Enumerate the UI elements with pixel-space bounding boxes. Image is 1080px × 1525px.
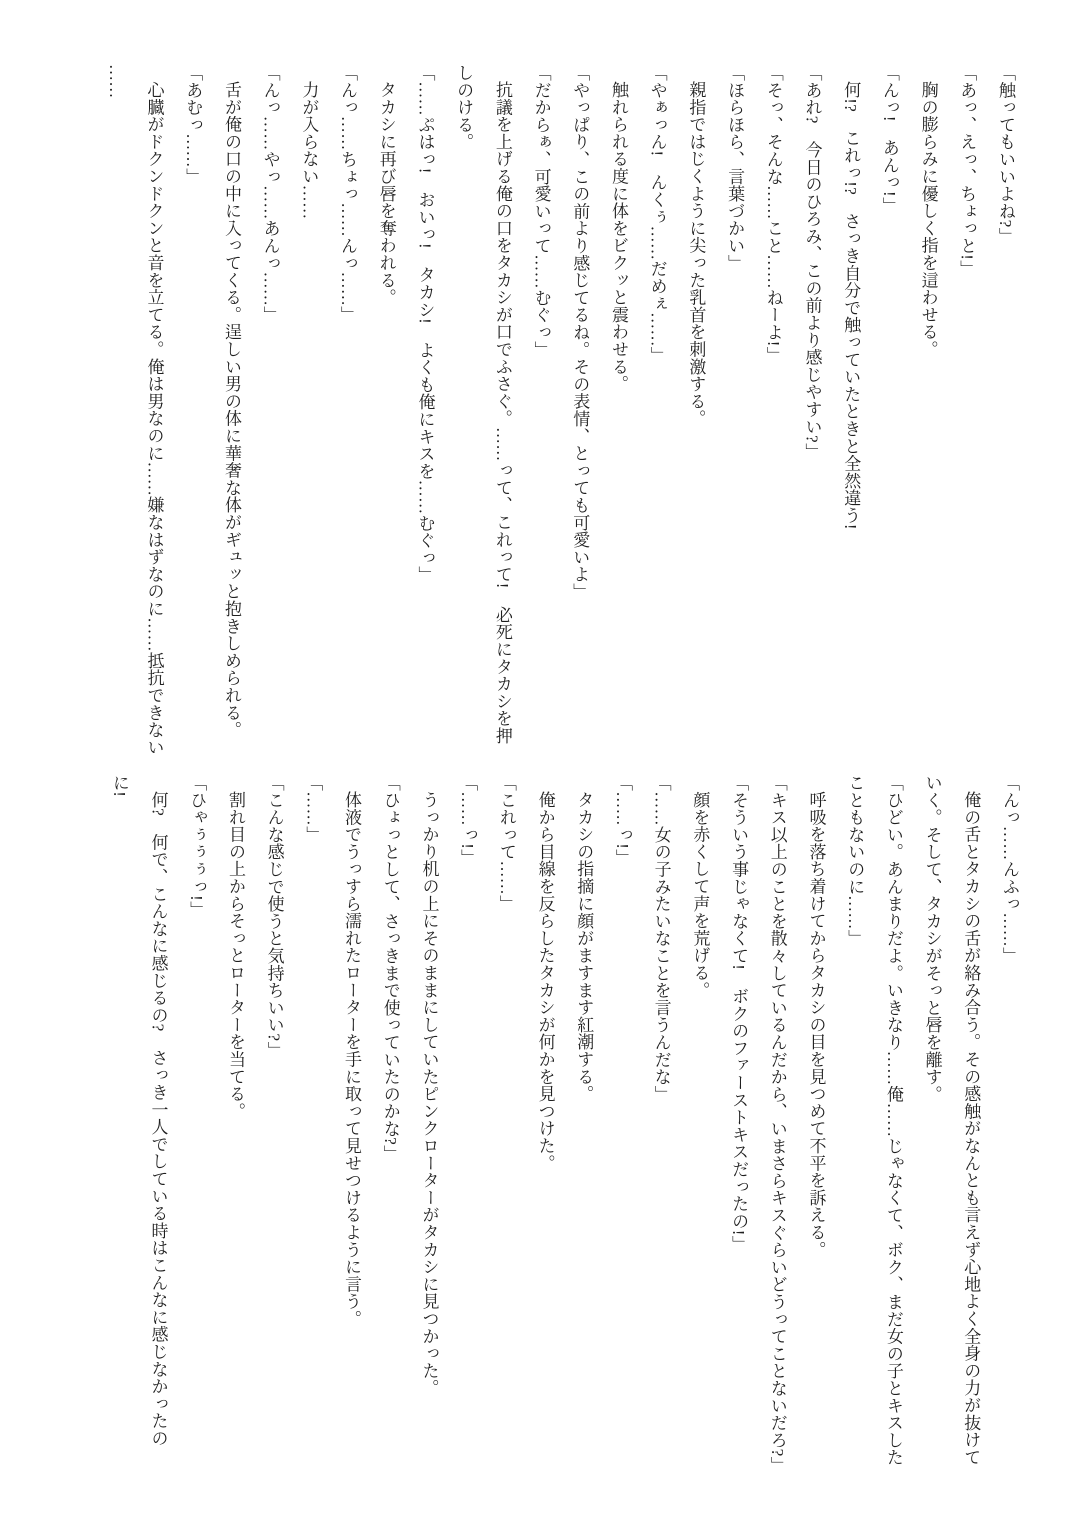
text-line: 「んっ……んふっ……」	[1000, 774, 1019, 965]
text-block-top	[95, 64, 1024, 772]
text-line: 「やっぱり、この前より感じてるね。その表情、とっても可愛いよ」	[570, 64, 590, 601]
text-line: 「だからぁ、可愛いって……むぐっ」	[531, 64, 551, 359]
text-line: 触れられる度に体をビクッと震わせる。	[608, 81, 628, 393]
text-line: 「これって……」	[496, 774, 516, 913]
text-line: タカシに再び唇を奪われる。	[376, 81, 396, 306]
text-line: 親指ではじくように尖った乳首を刺激する。	[686, 81, 706, 427]
text-line: しのける。	[454, 64, 474, 151]
text-line: 何!? これっ!? さっき自分で触っていたときと全然違う!	[841, 81, 861, 530]
text-line: 「あむっ……」	[183, 64, 203, 186]
text-line: 「んっ! あんっ!」	[879, 64, 899, 215]
text-line: 俺から目線を反らしたタカシが何かを見つけた。	[535, 791, 555, 1172]
text-line: 力が入らない……	[299, 81, 319, 220]
text-line: 舌が俺の口の中に入ってくる。逞しい男の体に華奢な体がギュッと抱きしめられる。	[221, 81, 241, 739]
text-line: 「……っ!」	[458, 774, 478, 867]
text-line: 「ひゃぅぅぅっ!」	[187, 774, 207, 919]
text-block-bottom	[99, 774, 1028, 1522]
text-line: 顔を赤くして声を荒げる。	[690, 791, 710, 999]
text-line: 胸の膨らみに優しく指を這わせる。	[918, 81, 938, 358]
text-line: 「んっ……ちょっ……んっ……」	[338, 64, 358, 324]
text-line: 「あっ、えっ、ちょっと!」	[957, 64, 977, 278]
text-line: ……	[105, 64, 125, 99]
text-line: 体液でうっすら濡れたローターを手に取って見せつけるように言う。	[342, 791, 362, 1328]
text-line: 「キス以上のことを散々しているんだから、いまさらキスぐらいどうってことないだろ?」	[767, 774, 787, 1474]
text-line: に!	[109, 774, 129, 798]
text-line: 「やぁっん! んくぅ……だめぇ……」	[647, 64, 667, 365]
text-line: 「ひどい。あんまりだよ。いきなり……俺……じゃなくて、ボク、まだ女の子とキスした	[883, 774, 903, 1466]
text-line: こともないのに……」	[845, 774, 865, 947]
text-line: 「んっ……やっ……あんっ……」	[260, 64, 280, 324]
text-line: 「そっ、そんな……こと……ねーよ!」	[763, 64, 783, 365]
text-line: タカシの指摘に顔がますます紅潮する。	[574, 791, 594, 1103]
text-line: 「あれ? 今日のひろみ、この前より感じやすい?」	[802, 64, 822, 461]
text-line: 「……っ!」	[612, 774, 632, 867]
text-line: 「ほらほら、言葉づかい」	[725, 64, 745, 272]
text-line: 心臓がドクンドクンと音を立てる。俺は男なのに……嫌なはずなのに……抵抗できない	[144, 81, 164, 756]
text-line: 「触ってもいいよね?」	[996, 64, 1015, 245]
text-line: 何? 何で、こんなに感じるの? さっき一人でしている時はこんなに感じなかったの	[148, 791, 168, 1447]
text-line: 割れ目の上からそっとローターを当てる。	[225, 791, 245, 1120]
text-line: 「……女の子みたいなことを言うんだな」	[651, 774, 671, 1103]
text-line: いく。そして、タカシがそっと唇を離す。	[922, 774, 942, 1103]
text-line: 「そういう事じゃなくて! ボクのファーストキスだったの!」	[729, 774, 749, 1254]
text-line: 俺の舌とタカシの舌が絡み合う。その感触がなんとも言えず心地よく全身の力が抜けて	[961, 791, 981, 1466]
text-line: 抗議を上げる俺の口をタカシが口でふさぐ。……って、これって! 必死にタカシを押	[492, 81, 512, 745]
text-line: 「……ぷはっ! おいっ! タカシ! よくも俺にキスを……むぐっ」	[415, 64, 435, 584]
text-line: 「ひょっとして、さっきまで使っていたのかな?」	[380, 774, 400, 1163]
text-line: 「……」	[303, 774, 323, 844]
text-line: 「こんな感じで使うと気持ちいい?」	[264, 774, 284, 1059]
text-line: うっかり机の上にそのままにしていたピンクローターがタカシに見つかった。	[419, 791, 439, 1397]
text-line: 呼吸を落ち着けてからタカシの目を見つめて不平を訴える。	[806, 791, 826, 1259]
